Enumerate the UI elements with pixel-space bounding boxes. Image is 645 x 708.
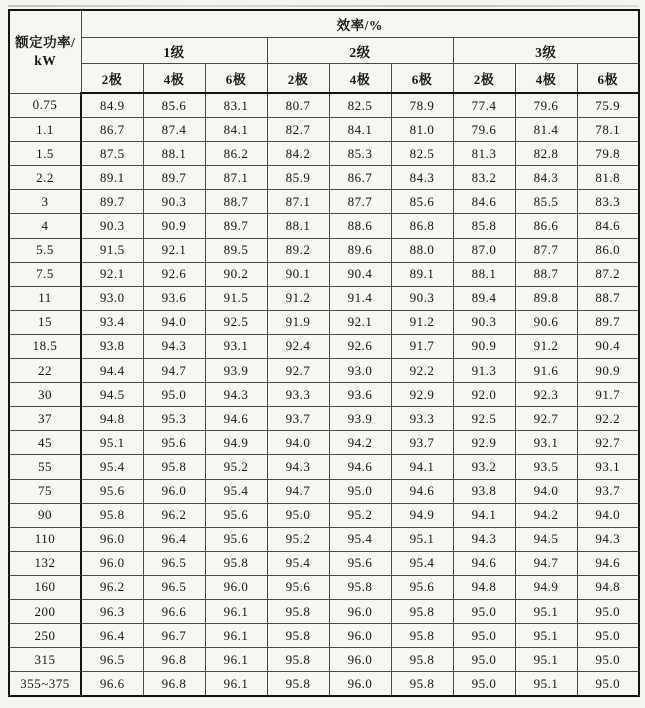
efficiency-value-cell: 84.1 [329,118,391,142]
efficiency-value-cell: 96.1 [205,672,267,697]
pole-header: 6极 [391,64,453,94]
efficiency-value-cell: 93.4 [81,310,143,334]
efficiency-value-cell: 95.6 [267,575,329,599]
efficiency-value-cell: 79.6 [515,93,577,118]
table-row [9,142,639,166]
efficiency-value-cell: 94.6 [205,407,267,431]
efficiency-value-cell: 94.9 [391,503,453,527]
efficiency-value-cell: 90.9 [577,359,639,383]
efficiency-value-cell: 95.0 [143,383,205,407]
table-row [9,286,639,310]
table-row [9,334,639,358]
efficiency-value-cell: 87.0 [453,238,515,262]
efficiency-value-cell: 87.7 [515,238,577,262]
pole-header: 2极 [453,64,515,94]
efficiency-value-cell: 92.6 [329,334,391,358]
rated-power-cell: 7.5 [9,262,81,286]
efficiency-value-cell: 91.7 [577,383,639,407]
efficiency-value-cell: 79.6 [453,118,515,142]
efficiency-value-cell: 93.8 [453,479,515,503]
efficiency-value-cell: 96.6 [81,672,143,697]
efficiency-value-cell: 95.8 [329,575,391,599]
efficiency-value-cell: 95.4 [81,455,143,479]
efficiency-value-cell: 92.9 [453,431,515,455]
pole-header: 4极 [143,64,205,94]
efficiency-value-cell: 95.8 [267,599,329,623]
grade-1-header: 1级 [81,38,267,64]
efficiency-value-cell: 95.4 [267,551,329,575]
efficiency-value-cell: 95.6 [143,431,205,455]
table-row [9,214,639,238]
efficiency-value-cell: 94.2 [515,503,577,527]
rated-power-cell: 0.75 [9,93,81,118]
efficiency-value-cell: 87.4 [143,118,205,142]
efficiency-value-cell: 95.8 [391,648,453,672]
efficiency-value-cell: 87.2 [577,262,639,286]
header-row-grades [9,38,639,64]
efficiency-value-cell: 96.6 [143,599,205,623]
rated-power-cell: 315 [9,648,81,672]
table-row [9,383,639,407]
efficiency-value-cell: 95.0 [329,479,391,503]
table-row [9,407,639,431]
rated-power-cell: 3 [9,190,81,214]
efficiency-value-cell: 95.1 [81,431,143,455]
efficiency-value-cell: 95.0 [267,503,329,527]
efficiency-value-cell: 96.0 [329,624,391,648]
efficiency-value-cell: 92.2 [391,359,453,383]
efficiency-value-cell: 89.6 [329,238,391,262]
table-row [9,599,639,623]
table-row [9,359,639,383]
efficiency-value-cell: 93.5 [515,455,577,479]
efficiency-value-cell: 95.3 [143,407,205,431]
rated-power-cell: 11 [9,286,81,310]
efficiency-value-cell: 92.4 [267,334,329,358]
efficiency-value-cell: 90.9 [143,214,205,238]
efficiency-value-cell: 91.4 [329,286,391,310]
pole-header: 4极 [329,64,391,94]
efficiency-value-cell: 95.2 [329,503,391,527]
rated-power-cell: 30 [9,383,81,407]
table-row [9,166,639,190]
table-row [9,262,639,286]
rated-power-cell: 355~375 [9,672,81,697]
efficiency-value-cell: 91.9 [267,310,329,334]
rated-power-cell: 110 [9,527,81,551]
efficiency-value-cell: 86.6 [515,214,577,238]
pole-header: 6极 [577,64,639,94]
efficiency-value-cell: 82.5 [391,142,453,166]
efficiency-value-cell: 90.3 [81,214,143,238]
efficiency-value-cell: 81.8 [577,166,639,190]
efficiency-value-cell: 93.0 [329,359,391,383]
efficiency-value-cell: 88.6 [329,214,391,238]
efficiency-value-cell: 90.2 [205,262,267,286]
efficiency-value-cell: 79.8 [577,142,639,166]
efficiency-value-cell: 87.1 [267,190,329,214]
efficiency-value-cell: 81.4 [515,118,577,142]
rated-power-cell: 1.1 [9,118,81,142]
table-row [9,93,639,118]
efficiency-value-cell: 95.4 [329,527,391,551]
table-row [9,455,639,479]
efficiency-value-cell: 94.3 [143,334,205,358]
rated-power-cell: 90 [9,503,81,527]
efficiency-value-cell: 94.3 [205,383,267,407]
efficiency-value-cell: 92.7 [577,431,639,455]
efficiency-value-cell: 90.1 [267,262,329,286]
table-header [9,10,639,93]
efficiency-value-cell: 89.1 [391,262,453,286]
efficiency-value-cell: 94.7 [515,551,577,575]
efficiency-value-cell: 85.6 [391,190,453,214]
efficiency-value-cell: 91.2 [515,334,577,358]
rated-power-cell: 18.5 [9,334,81,358]
efficiency-value-cell: 93.9 [205,359,267,383]
efficiency-value-cell: 88.7 [515,262,577,286]
efficiency-value-cell: 96.1 [205,624,267,648]
pole-header: 4极 [515,64,577,94]
efficiency-value-cell: 87.5 [81,142,143,166]
efficiency-value-cell: 95.4 [391,551,453,575]
efficiency-value-cell: 95.4 [205,479,267,503]
table-row [9,624,639,648]
efficiency-value-cell: 93.7 [267,407,329,431]
efficiency-value-cell: 96.5 [143,575,205,599]
efficiency-value-cell: 93.7 [577,479,639,503]
efficiency-value-cell: 95.6 [205,527,267,551]
efficiency-value-cell: 86.8 [391,214,453,238]
efficiency-value-cell: 96.1 [205,648,267,672]
efficiency-value-cell: 94.2 [329,431,391,455]
efficiency-value-cell: 93.3 [391,407,453,431]
efficiency-value-cell: 94.4 [81,359,143,383]
efficiency-value-cell: 84.9 [81,93,143,118]
efficiency-value-cell: 78.1 [577,118,639,142]
efficiency-value-cell: 84.3 [391,166,453,190]
efficiency-value-cell: 94.3 [453,527,515,551]
efficiency-value-cell: 94.0 [515,479,577,503]
efficiency-value-cell: 95.2 [267,527,329,551]
efficiency-value-cell: 96.5 [81,648,143,672]
efficiency-value-cell: 96.1 [205,599,267,623]
efficiency-value-cell: 92.5 [205,310,267,334]
efficiency-value-cell: 96.0 [329,672,391,697]
efficiency-value-cell: 93.6 [329,383,391,407]
efficiency-value-cell: 87.7 [329,190,391,214]
efficiency-value-cell: 80.7 [267,93,329,118]
efficiency-value-cell: 95.0 [453,599,515,623]
efficiency-value-cell: 95.8 [391,672,453,697]
rated-power-cell: 132 [9,551,81,575]
efficiency-value-cell: 89.7 [205,214,267,238]
rated-power-cell: 15 [9,310,81,334]
efficiency-value-cell: 96.0 [81,527,143,551]
efficiency-value-cell: 96.2 [81,575,143,599]
rated-power-cell: 45 [9,431,81,455]
efficiency-value-cell: 89.1 [81,166,143,190]
header-row-efficiency [9,10,639,38]
efficiency-value-cell: 95.8 [81,503,143,527]
efficiency-value-cell: 95.0 [577,599,639,623]
rated-power-cell: 200 [9,599,81,623]
efficiency-value-cell: 94.6 [329,455,391,479]
efficiency-value-cell: 92.7 [515,407,577,431]
efficiency-value-cell: 92.7 [267,359,329,383]
efficiency-value-cell: 95.1 [515,599,577,623]
efficiency-value-cell: 95.8 [267,672,329,697]
efficiency-value-cell: 90.6 [515,310,577,334]
grade-3-header: 3级 [453,38,639,64]
efficiency-header: 效率/% [81,10,639,38]
efficiency-value-cell: 96.0 [329,648,391,672]
efficiency-value-cell: 91.6 [515,359,577,383]
rated-power-header-line2: kW [34,52,57,68]
efficiency-value-cell: 95.0 [577,648,639,672]
efficiency-value-cell: 96.2 [143,503,205,527]
efficiency-value-cell: 95.0 [453,672,515,697]
efficiency-value-cell: 93.1 [205,334,267,358]
efficiency-value-cell: 96.0 [143,479,205,503]
efficiency-value-cell: 88.1 [267,214,329,238]
efficiency-value-cell: 91.2 [267,286,329,310]
efficiency-value-cell: 94.3 [267,455,329,479]
efficiency-value-cell: 95.1 [515,624,577,648]
efficiency-value-cell: 91.5 [205,286,267,310]
efficiency-value-cell: 94.1 [453,503,515,527]
efficiency-value-cell: 96.4 [143,527,205,551]
efficiency-value-cell: 90.9 [453,334,515,358]
efficiency-value-cell: 94.9 [515,575,577,599]
efficiency-value-cell: 95.8 [267,624,329,648]
efficiency-value-cell: 92.5 [453,407,515,431]
efficiency-value-cell: 85.5 [515,190,577,214]
table-row [9,503,639,527]
efficiency-value-cell: 95.0 [577,624,639,648]
efficiency-value-cell: 83.1 [205,93,267,118]
efficiency-value-cell: 93.7 [391,431,453,455]
table-row [9,431,639,455]
efficiency-value-cell: 85.9 [267,166,329,190]
efficiency-value-cell: 96.0 [81,551,143,575]
efficiency-value-cell: 94.5 [515,527,577,551]
rated-power-cell: 160 [9,575,81,599]
efficiency-value-cell: 88.7 [205,190,267,214]
efficiency-value-cell: 94.0 [577,503,639,527]
rated-power-cell: 75 [9,479,81,503]
rated-power-cell: 55 [9,455,81,479]
efficiency-value-cell: 85.8 [453,214,515,238]
table-row [9,238,639,262]
efficiency-value-cell: 94.6 [453,551,515,575]
efficiency-value-cell: 94.7 [267,479,329,503]
efficiency-value-cell: 78.9 [391,93,453,118]
efficiency-value-cell: 90.3 [453,310,515,334]
efficiency-value-cell: 89.7 [81,190,143,214]
rated-power-cell: 250 [9,624,81,648]
efficiency-value-cell: 94.0 [267,431,329,455]
table-row [9,479,639,503]
efficiency-value-cell: 95.1 [515,648,577,672]
efficiency-value-cell: 93.1 [577,455,639,479]
efficiency-value-cell: 95.8 [391,624,453,648]
rated-power-header [9,10,81,93]
grade-2-header: 2级 [267,38,453,64]
efficiency-value-cell: 94.3 [577,527,639,551]
efficiency-value-cell: 85.6 [143,93,205,118]
efficiency-value-cell: 86.7 [329,166,391,190]
efficiency-value-cell: 77.4 [453,93,515,118]
efficiency-value-cell: 95.8 [143,455,205,479]
motor-efficiency-table [8,9,640,697]
rated-power-cell: 5.5 [9,238,81,262]
efficiency-value-cell: 83.3 [577,190,639,214]
efficiency-value-cell: 92.1 [143,238,205,262]
efficiency-value-cell: 94.8 [577,575,639,599]
efficiency-value-cell: 94.5 [81,383,143,407]
rated-power-cell: 1.5 [9,142,81,166]
efficiency-value-cell: 95.6 [329,551,391,575]
efficiency-value-cell: 75.9 [577,93,639,118]
efficiency-value-cell: 88.1 [453,262,515,286]
efficiency-value-cell: 95.2 [205,455,267,479]
efficiency-value-cell: 96.3 [81,599,143,623]
efficiency-value-cell: 96.0 [329,599,391,623]
efficiency-value-cell: 91.7 [391,334,453,358]
efficiency-value-cell: 95.8 [391,599,453,623]
efficiency-value-cell: 90.4 [577,334,639,358]
rated-power-header-line1: 额定功率/ [15,34,76,50]
efficiency-value-cell: 90.3 [143,190,205,214]
efficiency-value-cell: 95.6 [81,479,143,503]
efficiency-value-cell: 96.7 [143,624,205,648]
efficiency-value-cell: 93.8 [81,334,143,358]
scan-artifact-rule [8,5,638,7]
efficiency-value-cell: 91.3 [453,359,515,383]
rated-power-cell: 22 [9,359,81,383]
efficiency-value-cell: 92.9 [391,383,453,407]
efficiency-value-cell: 84.6 [453,190,515,214]
efficiency-value-cell: 91.2 [391,310,453,334]
pole-header: 2极 [81,64,143,94]
efficiency-value-cell: 82.7 [267,118,329,142]
efficiency-value-cell: 94.1 [391,455,453,479]
rated-power-cell: 4 [9,214,81,238]
efficiency-value-cell: 96.8 [143,648,205,672]
efficiency-value-cell: 96.4 [81,624,143,648]
efficiency-value-cell: 85.3 [329,142,391,166]
efficiency-value-cell: 95.6 [205,503,267,527]
efficiency-value-cell: 96.8 [143,672,205,697]
efficiency-value-cell: 94.9 [205,431,267,455]
efficiency-value-cell: 93.2 [453,455,515,479]
header-row-poles [9,64,639,94]
efficiency-value-cell: 82.5 [329,93,391,118]
efficiency-value-cell: 92.3 [515,383,577,407]
efficiency-value-cell: 93.9 [329,407,391,431]
efficiency-value-cell: 94.0 [143,310,205,334]
table-row [9,190,639,214]
efficiency-value-cell: 84.1 [205,118,267,142]
efficiency-value-cell: 93.1 [515,431,577,455]
efficiency-value-cell: 95.8 [267,648,329,672]
efficiency-value-cell: 86.2 [205,142,267,166]
efficiency-value-cell: 93.3 [267,383,329,407]
efficiency-value-cell: 84.3 [515,166,577,190]
efficiency-value-cell: 93.0 [81,286,143,310]
efficiency-value-cell: 94.8 [81,407,143,431]
efficiency-value-cell: 94.8 [453,575,515,599]
efficiency-value-cell: 93.6 [143,286,205,310]
table-body [9,93,639,696]
efficiency-value-cell: 96.5 [143,551,205,575]
efficiency-value-cell: 89.5 [205,238,267,262]
efficiency-value-cell: 92.2 [577,407,639,431]
efficiency-value-cell: 82.8 [515,142,577,166]
pole-header: 6极 [205,64,267,94]
table-row [9,672,639,697]
efficiency-value-cell: 84.6 [577,214,639,238]
efficiency-value-cell: 92.6 [143,262,205,286]
efficiency-value-cell: 81.0 [391,118,453,142]
efficiency-value-cell: 84.2 [267,142,329,166]
efficiency-value-cell: 92.0 [453,383,515,407]
efficiency-value-cell: 87.1 [205,166,267,190]
efficiency-value-cell: 89.4 [453,286,515,310]
table-row [9,648,639,672]
pole-header: 2极 [267,64,329,94]
efficiency-value-cell: 94.7 [143,359,205,383]
efficiency-value-cell: 88.7 [577,286,639,310]
efficiency-value-cell: 89.7 [577,310,639,334]
table-row [9,310,639,334]
efficiency-value-cell: 95.0 [577,672,639,697]
efficiency-value-cell: 94.6 [577,551,639,575]
efficiency-value-cell: 83.2 [453,166,515,190]
efficiency-value-cell: 95.8 [205,551,267,575]
rated-power-cell: 37 [9,407,81,431]
table-row [9,551,639,575]
efficiency-value-cell: 81.3 [453,142,515,166]
efficiency-value-cell: 89.8 [515,286,577,310]
efficiency-value-cell: 94.6 [391,479,453,503]
table-row [9,575,639,599]
efficiency-value-cell: 90.3 [391,286,453,310]
efficiency-value-cell: 91.5 [81,238,143,262]
efficiency-value-cell: 95.1 [391,527,453,551]
efficiency-value-cell: 92.1 [81,262,143,286]
efficiency-value-cell: 92.1 [329,310,391,334]
efficiency-value-cell: 95.0 [453,624,515,648]
efficiency-value-cell: 86.7 [81,118,143,142]
efficiency-value-cell: 95.1 [515,672,577,697]
table-row [9,118,639,142]
efficiency-value-cell: 89.7 [143,166,205,190]
efficiency-value-cell: 96.0 [205,575,267,599]
efficiency-value-cell: 89.2 [267,238,329,262]
rated-power-cell: 2.2 [9,166,81,190]
efficiency-value-cell: 88.0 [391,238,453,262]
efficiency-value-cell: 88.1 [143,142,205,166]
efficiency-value-cell: 86.0 [577,238,639,262]
table-row [9,527,639,551]
efficiency-value-cell: 95.6 [391,575,453,599]
efficiency-value-cell: 90.4 [329,262,391,286]
efficiency-value-cell: 95.0 [453,648,515,672]
